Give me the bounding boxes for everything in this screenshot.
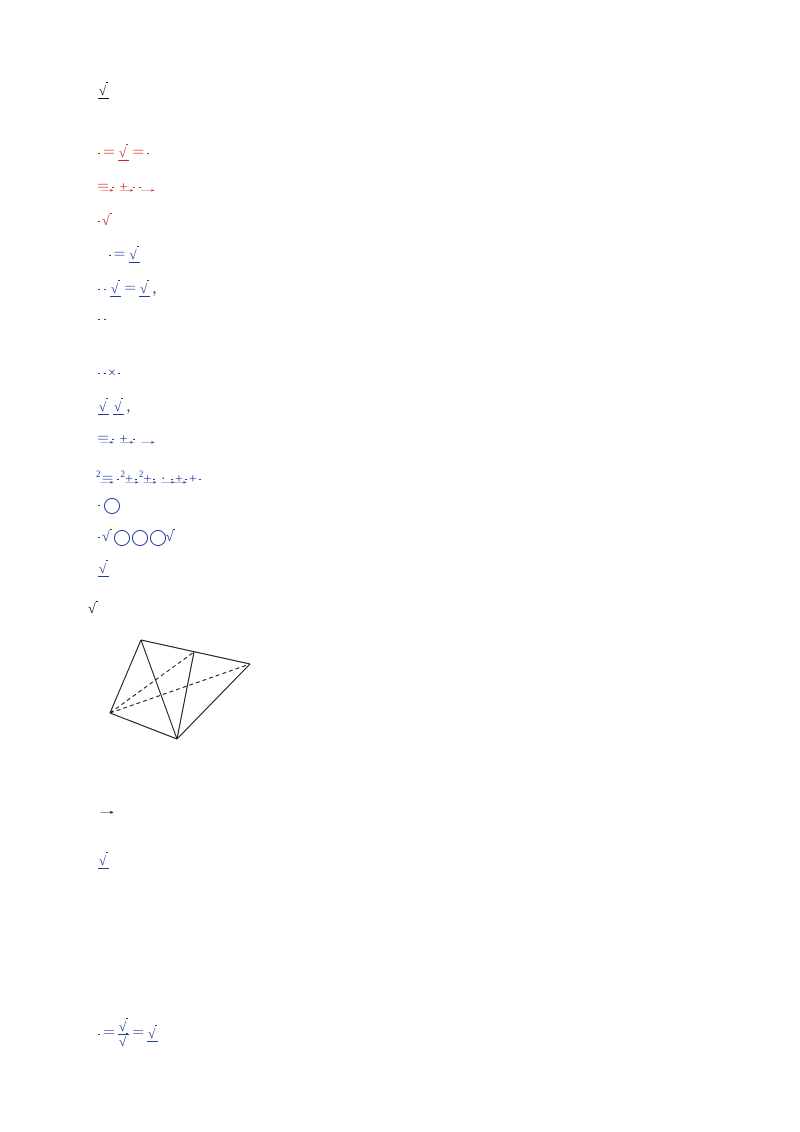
circled-number-icon bbox=[132, 530, 148, 546]
p15-solution-line7: ＝ + bbox=[96, 430, 137, 450]
p15-solution-line3 bbox=[96, 310, 108, 330]
p16-answer-line2: √ bbox=[96, 852, 111, 872]
p15-analysis-line1: ＝ √ ＝ bbox=[96, 144, 151, 167]
p15-analysis-line3: √ bbox=[96, 212, 112, 232]
pyramid-figure bbox=[95, 624, 275, 759]
circled-number-icon bbox=[104, 498, 120, 514]
circled-number-icon bbox=[114, 530, 130, 546]
p15-solution-line1: ＝ √ bbox=[96, 246, 142, 269]
p15-solution-line10: √ √ bbox=[96, 528, 175, 548]
edge-AD bbox=[110, 640, 141, 713]
edge-BE bbox=[177, 652, 194, 739]
p16-solution-line1 bbox=[96, 990, 107, 1010]
p15-analysis-line2: ＝ + bbox=[96, 178, 143, 198]
p15-solution-line8: $^2$＝ $^2$+ $^2$+ · + + bbox=[96, 464, 203, 490]
edge-DC bbox=[141, 640, 250, 664]
p15-solution-line9 bbox=[96, 496, 120, 516]
p16-stem: √ bbox=[88, 602, 96, 617]
p16-answer-line1 bbox=[96, 826, 107, 846]
edge-AB bbox=[110, 713, 177, 739]
p15-solution-line6: √ √ ， bbox=[99, 399, 141, 415]
edge-AC-dashed bbox=[110, 664, 250, 713]
prev-answer bbox=[96, 82, 111, 102]
p16-solution-cos: ＝ $\frac{√}{√}$ ＝ √ bbox=[96, 1020, 160, 1049]
edge-BC bbox=[177, 664, 250, 739]
edge-DB bbox=[141, 640, 177, 739]
prev-answer-frac: √ bbox=[98, 84, 109, 99]
p15-solution-line2: √ ＝ √ ， bbox=[96, 280, 166, 303]
p15-solution-line5: × bbox=[96, 364, 122, 384]
circled-number-icon bbox=[150, 530, 166, 546]
p15-solution-line11: √ bbox=[96, 560, 111, 580]
